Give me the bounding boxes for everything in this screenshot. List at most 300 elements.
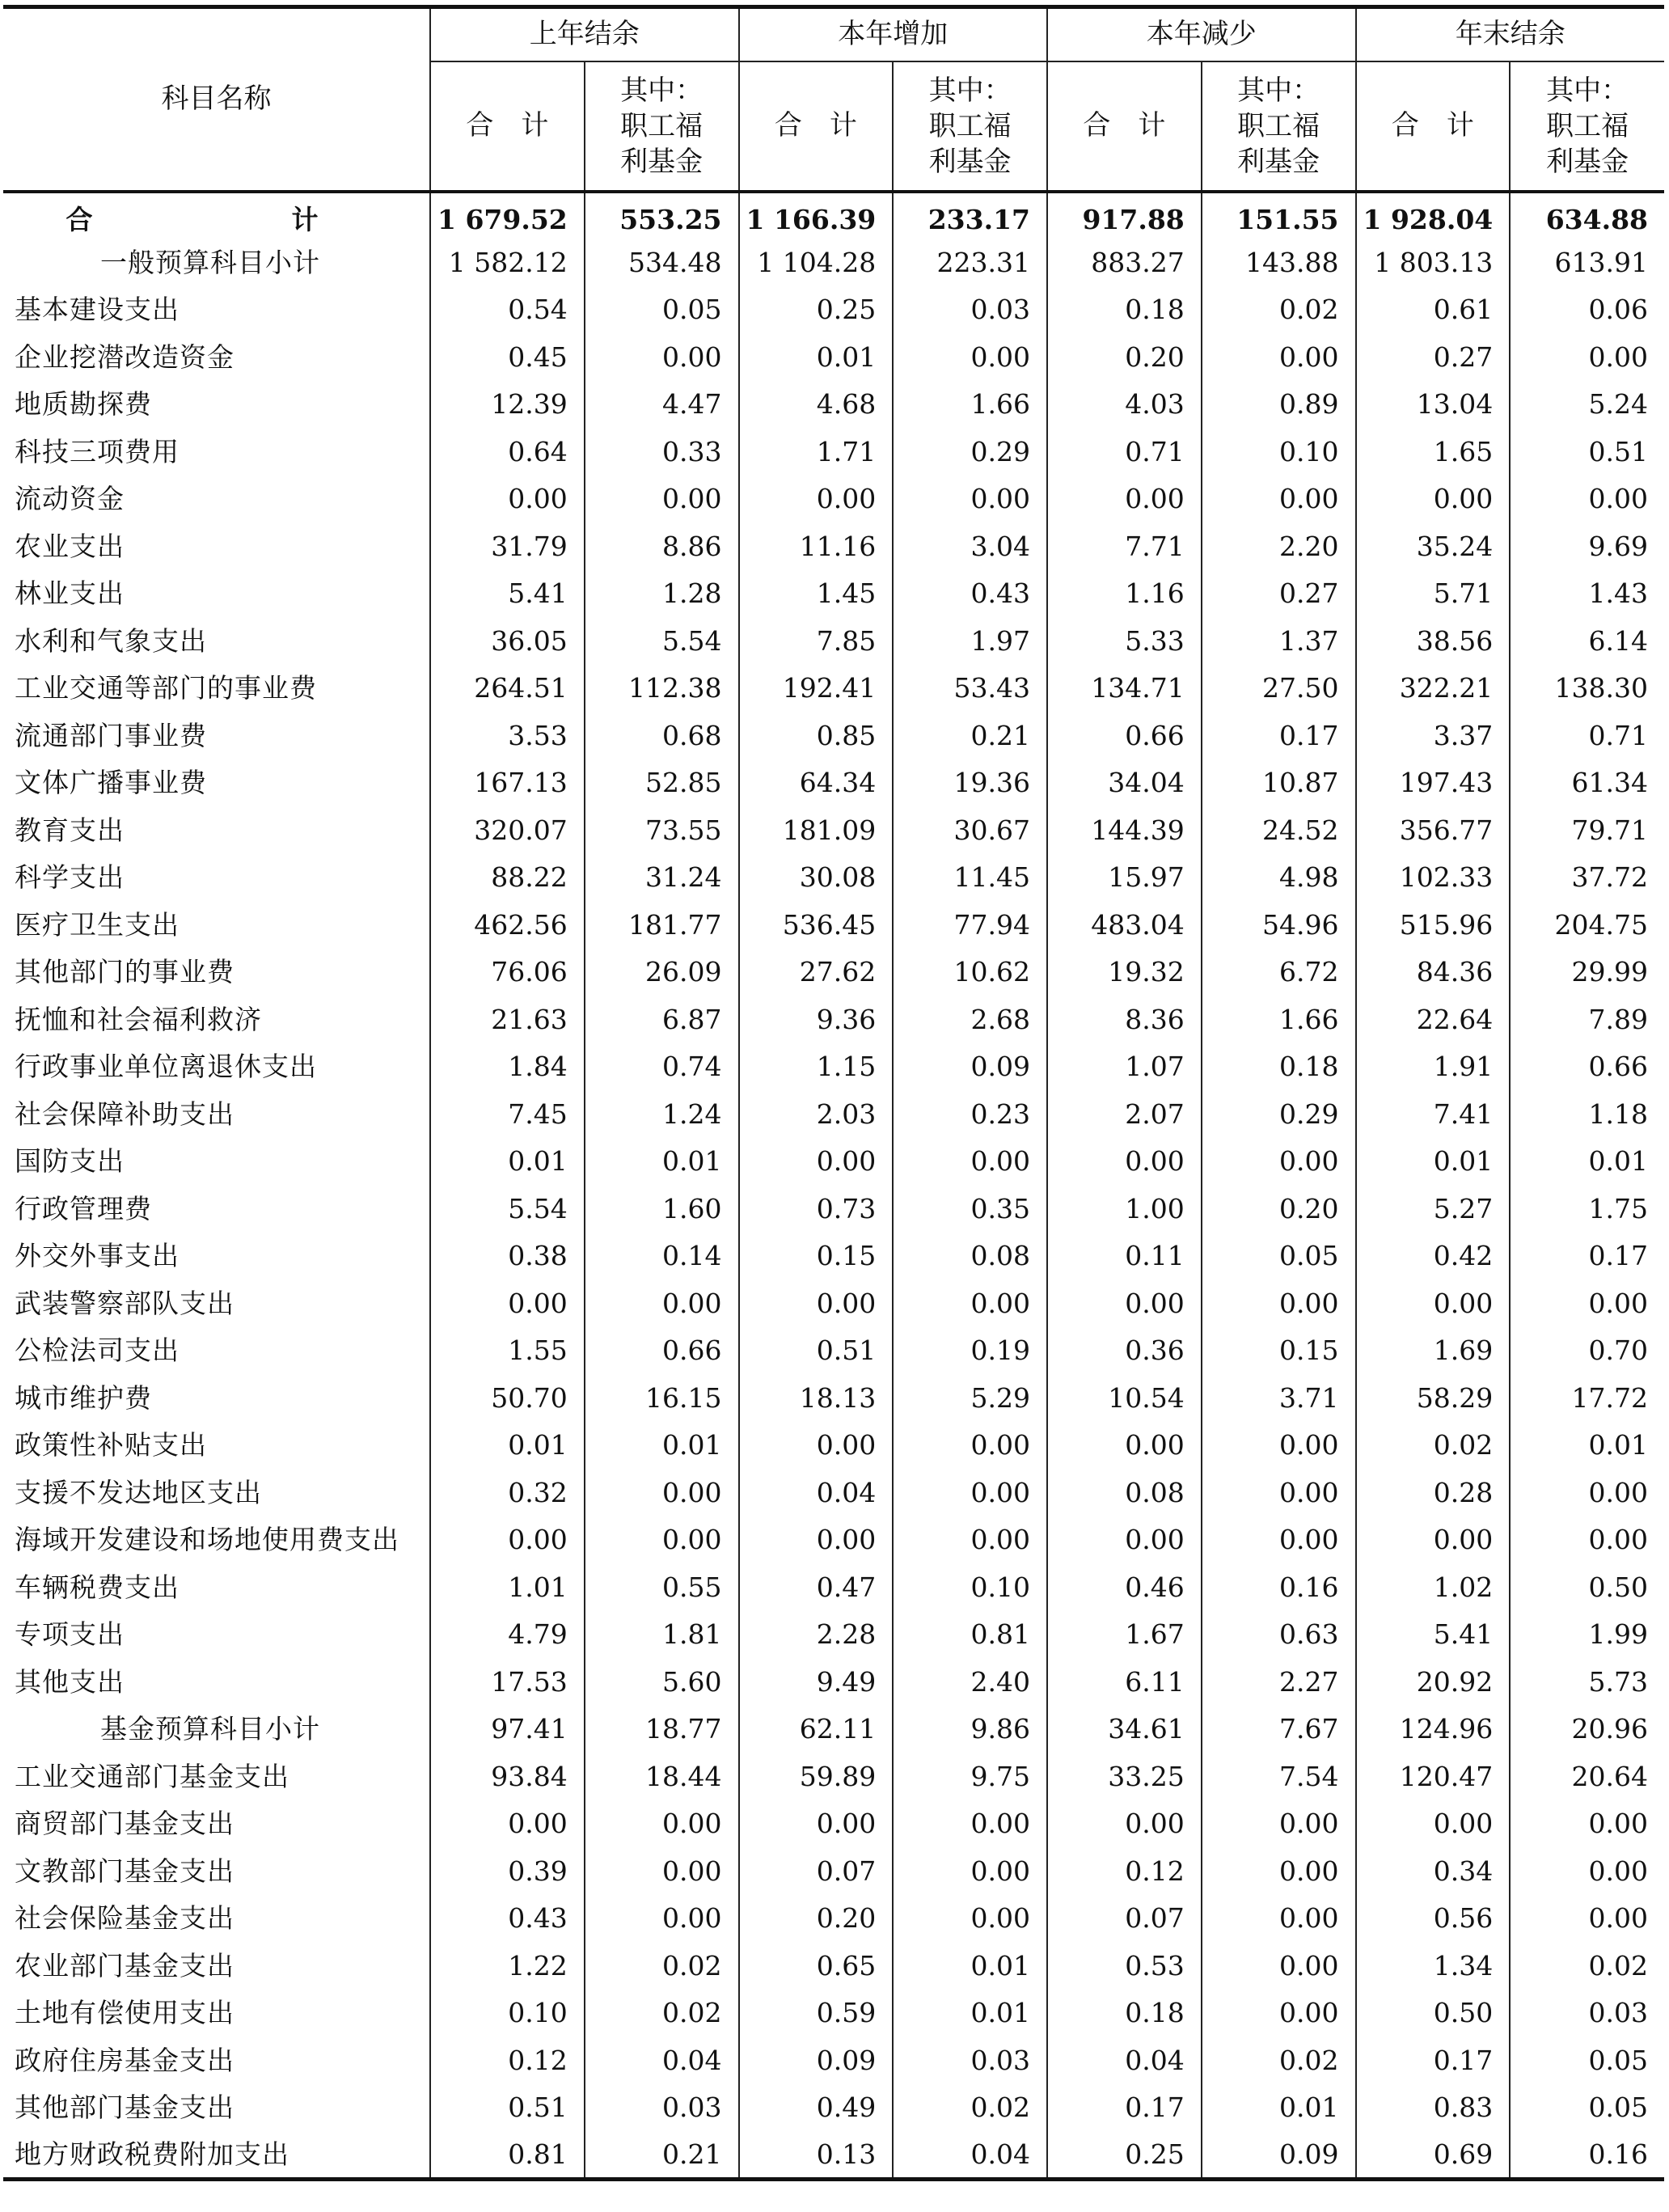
row-value-cell: 0.18 [1047, 286, 1202, 334]
row-value-cell: 0.00 [1202, 1280, 1356, 1328]
row-value-cell: 2.07 [1047, 1091, 1202, 1139]
row-value-cell: 7.85 [739, 618, 894, 666]
row-value-cell: 0.28 [1356, 1470, 1511, 1517]
row-value-cell: 0.18 [1047, 1990, 1202, 2037]
row-value-cell: 0.00 [585, 1800, 739, 1848]
row-value-cell: 197.43 [1356, 759, 1511, 807]
table-row [3, 1895, 1664, 1943]
data-table [3, 5, 1664, 2181]
row-value-cell: 515.96 [1356, 902, 1511, 950]
row-value-cell: 10.87 [1202, 759, 1356, 807]
table-row [3, 2084, 1664, 2132]
row-value-cell: 1 104.28 [739, 239, 894, 287]
row-value-cell: 0.00 [739, 1516, 894, 1564]
row-value-cell: 0.00 [739, 1280, 894, 1328]
row-subject-name [3, 1753, 430, 1801]
row-value-cell: 0.18 [1202, 1043, 1356, 1091]
row-value-cell: 0.01 [893, 1943, 1047, 1990]
table-row [3, 1043, 1664, 1091]
row-value-cell: 356.77 [1356, 807, 1511, 855]
row-value-cell: 1.07 [1047, 1043, 1202, 1091]
row-value-cell: 0.04 [739, 1470, 894, 1517]
row-value-cell: 0.02 [585, 1990, 739, 2037]
subheader-welfare-fund-line: 利基金 [1546, 146, 1629, 179]
row-subject-name [3, 1091, 430, 1139]
row-value-cell: 0.43 [430, 1895, 585, 1943]
row-value-cell: 0.00 [1510, 476, 1664, 523]
subheader-welfare-fund [1202, 61, 1356, 192]
row-value-cell: 20.64 [1510, 1753, 1664, 1801]
row-value-cell: 13.04 [1356, 381, 1511, 429]
group-header-prev-balance: 上年结余 [430, 7, 739, 62]
row-value-cell: 1.34 [1356, 1943, 1511, 1990]
row-value-cell: 77.94 [893, 902, 1047, 950]
row-value-cell: 0.74 [585, 1043, 739, 1091]
row-value-cell: 6.11 [1047, 1659, 1202, 1707]
subheader-welfare-fund-line: 职工福 [1237, 109, 1320, 142]
row-value-cell: 0.35 [893, 1186, 1047, 1233]
row-value-cell: 0.64 [430, 429, 585, 476]
row-value-cell: 5.54 [430, 1186, 585, 1233]
subheader-welfare-fund-text [620, 73, 703, 180]
row-subject-name [3, 1375, 430, 1423]
row-value-cell: 143.88 [1202, 239, 1356, 287]
row-subject-name-text: 企业挖潜改造资金 [15, 340, 235, 373]
row-value-cell: 0.00 [1202, 1943, 1356, 1990]
row-subject-name [3, 759, 430, 807]
row-value-cell: 0.43 [893, 570, 1047, 618]
row-value-cell: 0.02 [585, 1943, 739, 1990]
row-value-cell: 1.00 [1047, 1186, 1202, 1233]
row-value-cell: 138.30 [1510, 665, 1664, 713]
table-row [3, 618, 1664, 666]
row-value-cell: 16.15 [585, 1375, 739, 1423]
group-header-increase: 本年增加 [739, 7, 1048, 62]
row-value-cell: 0.00 [1510, 334, 1664, 382]
table-row [3, 1659, 1664, 1707]
row-value-cell: 4.68 [739, 381, 894, 429]
row-subject-name-text: 教育支出 [15, 814, 125, 846]
row-value-cell: 0.00 [1202, 1848, 1356, 1896]
header-row-groups [3, 7, 1664, 62]
row-value-cell: 0.27 [1356, 334, 1511, 382]
row-value-cell: 0.01 [739, 334, 894, 382]
row-value-cell: 0.54 [430, 286, 585, 334]
row-value-cell: 9.69 [1510, 523, 1664, 571]
row-subject-name-text: 商贸部门基金支出 [15, 1808, 235, 1840]
row-value-cell: 27.50 [1202, 665, 1356, 713]
row-value-cell: 5.29 [893, 1375, 1047, 1423]
row-value-cell: 0.00 [585, 1280, 739, 1328]
row-value-cell: 18.77 [585, 1706, 739, 1753]
row-value-cell: 0.00 [893, 1422, 1047, 1470]
row-value-cell: 0.13 [739, 2132, 894, 2180]
row-subject-name [3, 2132, 430, 2180]
row-value-cell: 8.86 [585, 523, 739, 571]
table-row [3, 1327, 1664, 1375]
table-row [3, 2132, 1664, 2180]
row-value-cell: 88.22 [430, 854, 585, 902]
row-value-cell: 17.72 [1510, 1375, 1664, 1423]
row-value-cell: 3.53 [430, 713, 585, 760]
row-value-cell: 0.56 [1356, 1895, 1511, 1943]
row-value-cell: 5.41 [1356, 1611, 1511, 1659]
row-subject-name [3, 1659, 430, 1707]
row-value-cell: 3.37 [1356, 713, 1511, 760]
row-value-cell: 6.87 [585, 996, 739, 1044]
row-value-cell: 33.25 [1047, 1753, 1202, 1801]
row-value-cell: 483.04 [1047, 902, 1202, 950]
row-value-cell: 0.04 [585, 2037, 739, 2085]
row-value-cell: 0.00 [1356, 1280, 1511, 1328]
row-value-cell: 5.41 [430, 570, 585, 618]
row-value-cell: 0.66 [1510, 1043, 1664, 1091]
row-value-cell: 0.38 [430, 1233, 585, 1280]
row-value-cell: 0.71 [1047, 429, 1202, 476]
row-value-cell: 50.70 [430, 1375, 585, 1423]
row-value-cell: 17.53 [430, 1659, 585, 1707]
subheader-welfare-fund-line: 其中： [1546, 74, 1629, 107]
row-value-cell: 18.13 [739, 1375, 894, 1423]
row-value-cell: 0.00 [585, 1516, 739, 1564]
row-value-cell: 7.71 [1047, 523, 1202, 571]
row-value-cell: 0.00 [893, 1470, 1047, 1517]
row-value-cell: 0.00 [1202, 1470, 1356, 1517]
row-value-cell: 0.34 [1356, 1848, 1511, 1896]
table-row [3, 759, 1664, 807]
row-value-cell: 7.45 [430, 1091, 585, 1139]
row-subject-name-text: 农业支出 [15, 530, 125, 562]
subheader-welfare-fund-line: 利基金 [1237, 146, 1320, 179]
row-value-cell: 9.86 [893, 1706, 1047, 1753]
row-value-cell: 0.73 [739, 1186, 894, 1233]
row-value-cell: 0.05 [1202, 1233, 1356, 1280]
row-value-cell: 0.51 [430, 2084, 585, 2132]
row-value-cell: 0.00 [1202, 476, 1356, 523]
row-subject-name-text: 车辆税费支出 [15, 1571, 180, 1603]
row-value-cell: 0.04 [1047, 2037, 1202, 2085]
row-value-cell: 0.11 [1047, 1233, 1202, 1280]
row-value-cell: 1.45 [739, 570, 894, 618]
row-subject-name [3, 192, 430, 239]
row-value-cell: 1 679.52 [430, 192, 585, 239]
row-subject-name [3, 1422, 430, 1470]
row-value-cell: 181.77 [585, 902, 739, 950]
row-subject-name-text: 专项支出 [15, 1618, 125, 1651]
row-value-cell: 0.00 [1047, 1422, 1202, 1470]
row-subject-name-text: 政策性补贴支出 [15, 1429, 207, 1461]
row-subject-name [3, 1327, 430, 1375]
row-value-cell: 1.65 [1356, 429, 1511, 476]
row-value-cell: 1.69 [1356, 1327, 1511, 1375]
row-value-cell: 0.00 [1510, 1895, 1664, 1943]
row-value-cell: 0.02 [1356, 1422, 1511, 1470]
row-value-cell: 93.84 [430, 1753, 585, 1801]
row-value-cell: 10.62 [893, 949, 1047, 996]
row-value-cell: 35.24 [1356, 523, 1511, 571]
row-value-cell: 53.43 [893, 665, 1047, 713]
row-subject-name [3, 1280, 430, 1328]
row-value-cell: 0.70 [1510, 1327, 1664, 1375]
row-value-cell: 0.00 [1047, 476, 1202, 523]
row-value-cell: 0.00 [893, 1848, 1047, 1896]
row-value-cell: 0.01 [1356, 1138, 1511, 1186]
row-value-cell: 0.00 [1510, 1470, 1664, 1517]
row-subject-name-text: 国防支出 [15, 1145, 125, 1178]
row-value-cell: 0.29 [893, 429, 1047, 476]
row-subject-name [3, 476, 430, 523]
row-value-cell: 120.47 [1356, 1753, 1511, 1801]
row-subject-name-text: 武装警察部队支出 [15, 1287, 235, 1319]
row-value-cell: 0.00 [1510, 1848, 1664, 1896]
row-value-cell: 0.23 [893, 1091, 1047, 1139]
row-value-cell: 59.89 [739, 1753, 894, 1801]
row-value-cell: 1.28 [585, 570, 739, 618]
table-row [3, 854, 1664, 902]
row-subject-name-text: 工业交通部门基金支出 [15, 1760, 289, 1792]
row-value-cell: 0.29 [1202, 1091, 1356, 1139]
subheader-total: 合 计 [1356, 61, 1511, 192]
row-value-cell: 322.21 [1356, 665, 1511, 713]
row-subject-name [3, 807, 430, 855]
subheader-welfare-fund-text [929, 73, 1012, 180]
row-value-cell: 9.36 [739, 996, 894, 1044]
row-value-cell: 10.54 [1047, 1375, 1202, 1423]
row-value-cell: 1.71 [739, 429, 894, 476]
row-value-cell: 0.01 [1202, 2084, 1356, 2132]
row-value-cell: 0.20 [739, 1895, 894, 1943]
row-value-cell: 1.43 [1510, 570, 1664, 618]
row-value-cell: 0.10 [430, 1990, 585, 2037]
row-value-cell: 0.81 [430, 2132, 585, 2180]
row-subject-name [3, 239, 430, 287]
subheader-welfare-fund-line: 利基金 [928, 146, 1012, 179]
row-value-cell: 5.33 [1047, 618, 1202, 666]
row-value-cell: 0.00 [585, 1895, 739, 1943]
row-value-cell: 0.27 [1202, 570, 1356, 618]
row-value-cell: 58.29 [1356, 1375, 1511, 1423]
row-value-cell: 0.69 [1356, 2132, 1511, 2180]
row-value-cell: 0.08 [893, 1233, 1047, 1280]
row-subject-name [3, 2084, 430, 2132]
row-value-cell: 11.16 [739, 523, 894, 571]
row-value-cell: 1.66 [893, 381, 1047, 429]
row-subject-name [3, 429, 430, 476]
row-value-cell: 151.55 [1202, 192, 1356, 239]
row-subject-name-text: 政府住房基金支出 [15, 2044, 235, 2076]
row-value-cell: 124.96 [1356, 1706, 1511, 1753]
row-value-cell: 0.00 [430, 1800, 585, 1848]
row-value-cell: 1.01 [430, 1564, 585, 1612]
row-value-cell: 0.00 [1356, 1516, 1511, 1564]
group-header-year-end: 年末结余 [1356, 7, 1665, 62]
row-value-cell: 883.27 [1047, 239, 1202, 287]
row-value-cell: 26.09 [585, 949, 739, 996]
row-value-cell: 0.00 [1202, 1990, 1356, 2037]
table-row [3, 1848, 1664, 1896]
row-value-cell: 134.71 [1047, 665, 1202, 713]
row-value-cell: 30.67 [893, 807, 1047, 855]
table-row [3, 1706, 1664, 1753]
row-value-cell: 0.00 [585, 1470, 739, 1517]
row-value-cell: 19.36 [893, 759, 1047, 807]
row-subject-name [3, 713, 430, 760]
table-body [3, 192, 1664, 2179]
row-value-cell: 19.32 [1047, 949, 1202, 996]
row-value-cell: 1.60 [585, 1186, 739, 1233]
row-value-cell: 264.51 [430, 665, 585, 713]
row-value-cell: 0.00 [585, 334, 739, 382]
row-value-cell: 0.46 [1047, 1564, 1202, 1612]
subheader-welfare-fund-line: 职工福 [1546, 109, 1629, 142]
row-value-cell: 917.88 [1047, 192, 1202, 239]
row-value-cell: 0.19 [893, 1327, 1047, 1375]
row-value-cell: 1.24 [585, 1091, 739, 1139]
row-subject-name-text: 科学支出 [15, 861, 125, 894]
row-value-cell: 5.71 [1356, 570, 1511, 618]
row-value-cell: 8.36 [1047, 996, 1202, 1044]
row-value-cell: 2.68 [893, 996, 1047, 1044]
row-value-cell: 7.89 [1510, 996, 1664, 1044]
row-subject-name [3, 1706, 430, 1753]
row-value-cell: 0.15 [1202, 1327, 1356, 1375]
row-value-cell: 0.00 [739, 1138, 894, 1186]
row-value-cell: 0.09 [739, 2037, 894, 2085]
row-value-cell: 79.71 [1510, 807, 1664, 855]
row-value-cell: 1.66 [1202, 996, 1356, 1044]
row-value-cell: 0.00 [1202, 1800, 1356, 1848]
row-value-cell: 1.91 [1356, 1043, 1511, 1091]
row-value-cell: 0.00 [893, 1280, 1047, 1328]
row-value-cell: 1.81 [585, 1611, 739, 1659]
table-row [3, 1422, 1664, 1470]
table-row [3, 1233, 1664, 1280]
row-value-cell: 84.36 [1356, 949, 1511, 996]
row-value-cell: 9.49 [739, 1659, 894, 1707]
row-subject-name [3, 381, 430, 429]
row-value-cell: 0.00 [1356, 1800, 1511, 1848]
subheader-total: 合 计 [739, 61, 894, 192]
row-subject-name-text: 公检法司支出 [15, 1334, 180, 1367]
row-value-cell: 1.16 [1047, 570, 1202, 618]
row-value-cell: 223.31 [893, 239, 1047, 287]
row-subject-name [3, 1138, 430, 1186]
table-row [3, 996, 1664, 1044]
row-value-cell: 0.00 [1047, 1280, 1202, 1328]
row-value-cell: 192.41 [739, 665, 894, 713]
row-subject-name-text: 外交外事支出 [15, 1240, 180, 1272]
row-value-cell: 30.08 [739, 854, 894, 902]
subheader-welfare-fund-text [1237, 73, 1320, 180]
row-subject-name [3, 1848, 430, 1896]
row-value-cell: 536.45 [739, 902, 894, 950]
row-value-cell: 5.27 [1356, 1186, 1511, 1233]
table-row [3, 1280, 1664, 1328]
subheader-welfare-fund-line: 其中： [620, 74, 704, 107]
row-value-cell: 0.02 [893, 2084, 1047, 2132]
row-value-cell: 34.04 [1047, 759, 1202, 807]
row-value-cell: 2.03 [739, 1091, 894, 1139]
row-value-cell: 613.91 [1510, 239, 1664, 287]
row-value-cell: 0.20 [1047, 334, 1202, 382]
row-value-cell: 1.22 [430, 1943, 585, 1990]
row-value-cell: 167.13 [430, 759, 585, 807]
row-value-cell: 204.75 [1510, 902, 1664, 950]
row-value-cell: 0.17 [1202, 713, 1356, 760]
row-value-cell: 0.03 [1510, 1990, 1664, 2037]
row-value-cell: 0.03 [893, 2037, 1047, 2085]
row-value-cell: 0.53 [1047, 1943, 1202, 1990]
row-value-cell: 0.59 [739, 1990, 894, 2037]
subheader-welfare-fund-line: 职工福 [620, 109, 704, 142]
row-subject-name [3, 2037, 430, 2085]
row-value-cell: 0.09 [1202, 2132, 1356, 2180]
row-value-cell: 0.00 [893, 476, 1047, 523]
table-row [3, 1753, 1664, 1801]
row-value-cell: 0.00 [1047, 1138, 1202, 1186]
row-value-cell: 0.25 [739, 286, 894, 334]
row-subject-name [3, 1611, 430, 1659]
row-value-cell: 0.05 [585, 286, 739, 334]
row-value-cell: 0.01 [585, 1138, 739, 1186]
row-value-cell: 0.03 [585, 2084, 739, 2132]
row-value-cell: 1 803.13 [1356, 239, 1511, 287]
row-value-cell: 0.10 [1202, 429, 1356, 476]
row-value-cell: 0.00 [430, 1516, 585, 1564]
row-value-cell: 0.16 [1510, 2132, 1664, 2180]
row-value-cell: 6.14 [1510, 618, 1664, 666]
table-row [3, 570, 1664, 618]
row-value-cell: 24.52 [1202, 807, 1356, 855]
row-value-cell: 34.61 [1047, 1706, 1202, 1753]
row-value-cell: 0.01 [430, 1422, 585, 1470]
subheader-welfare-fund-line: 其中： [928, 74, 1012, 107]
row-value-cell: 0.15 [739, 1233, 894, 1280]
row-value-cell: 181.09 [739, 807, 894, 855]
row-value-cell: 0.89 [1202, 381, 1356, 429]
row-subject-name-text: 社会保险基金支出 [15, 1902, 235, 1935]
row-value-cell: 0.49 [739, 2084, 894, 2132]
row-subject-name-text: 合 计 [65, 204, 367, 236]
row-value-cell: 1.75 [1510, 1186, 1664, 1233]
row-subject-name [3, 1943, 430, 1990]
row-value-cell: 2.20 [1202, 523, 1356, 571]
row-value-cell: 5.60 [585, 1659, 739, 1707]
row-value-cell: 27.62 [739, 949, 894, 996]
row-subject-name [3, 1470, 430, 1517]
row-value-cell: 2.27 [1202, 1659, 1356, 1707]
row-value-cell: 1.02 [1356, 1564, 1511, 1612]
row-subject-name-text: 科技三项费用 [15, 435, 180, 467]
row-value-cell: 0.00 [1202, 334, 1356, 382]
table-row [3, 286, 1664, 334]
row-value-cell: 4.98 [1202, 854, 1356, 902]
row-value-cell: 3.04 [893, 523, 1047, 571]
row-value-cell: 0.00 [893, 1895, 1047, 1943]
row-value-cell: 37.72 [1510, 854, 1664, 902]
subject-name-header: 科目名称 [3, 7, 430, 192]
row-value-cell: 15.97 [1047, 854, 1202, 902]
row-value-cell: 36.05 [430, 618, 585, 666]
row-value-cell: 0.00 [1356, 476, 1511, 523]
row-value-cell: 553.25 [585, 192, 739, 239]
table-row [3, 1091, 1664, 1139]
row-value-cell: 0.00 [893, 1138, 1047, 1186]
subheader-welfare-fund-text [1546, 73, 1629, 180]
row-value-cell: 1.15 [739, 1043, 894, 1091]
row-value-cell: 0.00 [893, 334, 1047, 382]
row-value-cell: 52.85 [585, 759, 739, 807]
